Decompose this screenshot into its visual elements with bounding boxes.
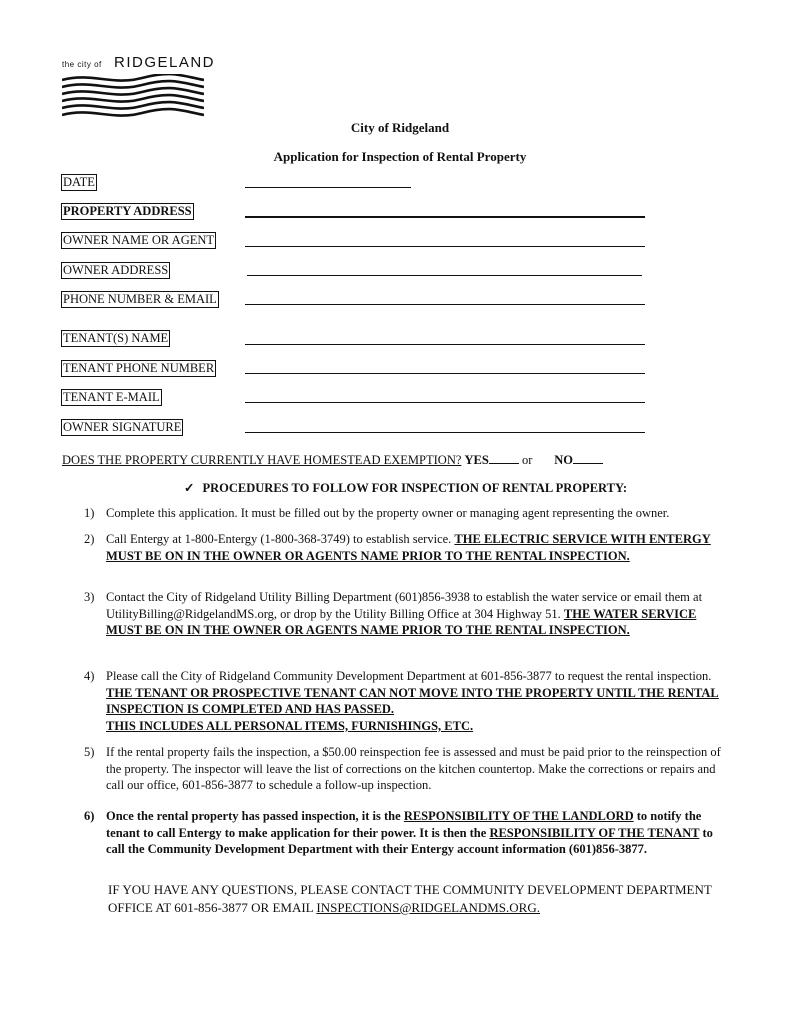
tenant-phone-field[interactable] — [245, 373, 645, 374]
phone-email-label: PHONE NUMBER & EMAIL — [63, 292, 217, 306]
homestead-question-text: DOES THE PROPERTY CURRENTLY HAVE HOMESTEAD EXEMPTION? — [62, 453, 462, 467]
item-emphasis: THE TENANT OR PROSPECTIVE TENANT CAN NOT MOVE INTO THE PROPERTY UNTIL THE RENTAL INSPECTION IS COMPLETED AND HAS PASSED. — [106, 685, 719, 717]
owner-name-label: OWNER NAME OR AGENT — [63, 233, 215, 247]
logo-waves-icon — [62, 74, 204, 120]
homestead-yes-label: YES — [464, 453, 489, 467]
item-number: 4) — [84, 669, 95, 683]
item-number: 1) — [84, 506, 95, 520]
footer-email-link[interactable]: INSPECTIONS@RIDGELANDMS.ORG. — [316, 900, 540, 915]
logo-small-text: the city of — [62, 60, 102, 69]
procedure-item-6 — [84, 808, 724, 858]
procedure-item-1 — [84, 505, 724, 522]
item-text: Complete this application. It must be filled out by the property owner or managing agent representing the owner. — [106, 506, 670, 520]
item-text-c: to call the Community Development Department with their Entergy account information (601)856-3877. — [106, 825, 713, 857]
tenant-name-field[interactable] — [245, 344, 645, 345]
document-title: City of Ridgeland — [350, 120, 450, 135]
tenant-responsibility: RESPONSIBILITY OF THE TENANT — [489, 825, 700, 840]
item-number: 3) — [84, 590, 95, 604]
item-text: Contact the City of Ridgeland Utility Billing Department (601)856-3938 to establish the water service or email them at UtilityBilling@RidgelandMS.org, or drop by the Utility Billing Office at 304 Highway 51. — [106, 590, 703, 621]
checkmark-icon: ✓ — [184, 481, 195, 495]
owner-signature-label: OWNER SIGNATURE — [63, 420, 182, 434]
document-subtitle: Application for Inspection of Rental Property — [273, 149, 527, 164]
property-address-label: PROPERTY ADDRESS — [63, 204, 192, 218]
procedure-item-2 — [84, 531, 724, 564]
item-number: 5) — [84, 745, 95, 759]
item-number: 2) — [84, 532, 95, 546]
owner-address-label: OWNER ADDRESS — [63, 263, 169, 277]
footer-text: IF YOU HAVE ANY QUESTIONS, PLEASE CONTACT THE COMMUNITY DEVELOPMENT DEPARTMENT OFFICE AT 601-856-3877 OR EMAIL — [108, 882, 712, 915]
contact-footer — [108, 881, 728, 917]
date-label: DATE — [63, 175, 95, 189]
city-logo — [62, 54, 216, 124]
procedures-heading-text: PROCEDURES TO FOLLOW FOR INSPECTION OF RENTAL PROPERTY: — [202, 481, 627, 495]
tenant-phone-label: TENANT PHONE NUMBER — [63, 361, 215, 375]
homestead-question — [62, 453, 603, 468]
owner-address-field[interactable] — [247, 275, 642, 276]
procedure-item-3 — [84, 589, 724, 639]
homestead-or-label: or — [521, 453, 533, 467]
item-text: Please call the City of Ridgeland Community Development Department at 601-856-3877 to request the rental inspection. — [106, 669, 712, 683]
item-number: 6) — [84, 809, 95, 823]
item-emphasis-2: THIS INCLUDES ALL PERSONAL ITEMS, FURNISHINGS, ETC. — [106, 718, 474, 733]
tenant-name-label: TENANT(S) NAME — [63, 331, 169, 345]
item-text: If the rental property fails the inspection, a $50.00 reinspection fee is assessed and must be paid prior to the reinspection of the property. The inspector will leave the list of corrections on the kitchen countertop. Make the corrections or repairs and call our office, 601-856-3877 to schedule a follow-up inspection. — [106, 745, 721, 793]
property-address-field[interactable] — [245, 216, 645, 218]
item-text-a: Once the rental property has passed inspection, it is the — [106, 809, 401, 823]
owner-signature-field[interactable] — [245, 432, 645, 433]
item-emphasis: THE ELECTRIC SERVICE WITH ENTERGY MUST BE ON IN THE OWNER OR AGENTS NAME PRIOR TO THE RENTAL INSPECTION. — [106, 532, 711, 563]
item-text: Call Entergy at 1-800-Entergy (1-800-368-3749) to establish service. — [106, 532, 452, 546]
owner-name-field[interactable] — [245, 246, 645, 247]
landlord-responsibility: RESPONSIBILITY OF THE LANDLORD — [403, 809, 634, 823]
phone-email-field[interactable] — [245, 304, 645, 305]
tenant-email-field[interactable] — [245, 402, 645, 403]
procedures-heading — [184, 480, 627, 496]
date-field[interactable] — [245, 187, 411, 188]
homestead-no-field[interactable] — [573, 453, 603, 464]
homestead-yes-field[interactable] — [489, 453, 519, 464]
procedure-item-4 — [84, 668, 724, 734]
homestead-no-label: NO — [554, 453, 574, 467]
procedure-item-5 — [84, 744, 724, 794]
logo-city-name: RIDGELAND — [114, 54, 216, 71]
tenant-email-label: TENANT E-MAIL — [63, 390, 160, 404]
item-text-b: to notify the tenant to call Entergy to make application for their power. It is then the — [106, 809, 702, 840]
item-emphasis: THE WATER SERVICE MUST BE ON IN THE OWNER OR AGENTS NAME PRIOR TO THE RENTAL INSPECTION. — [106, 606, 697, 638]
